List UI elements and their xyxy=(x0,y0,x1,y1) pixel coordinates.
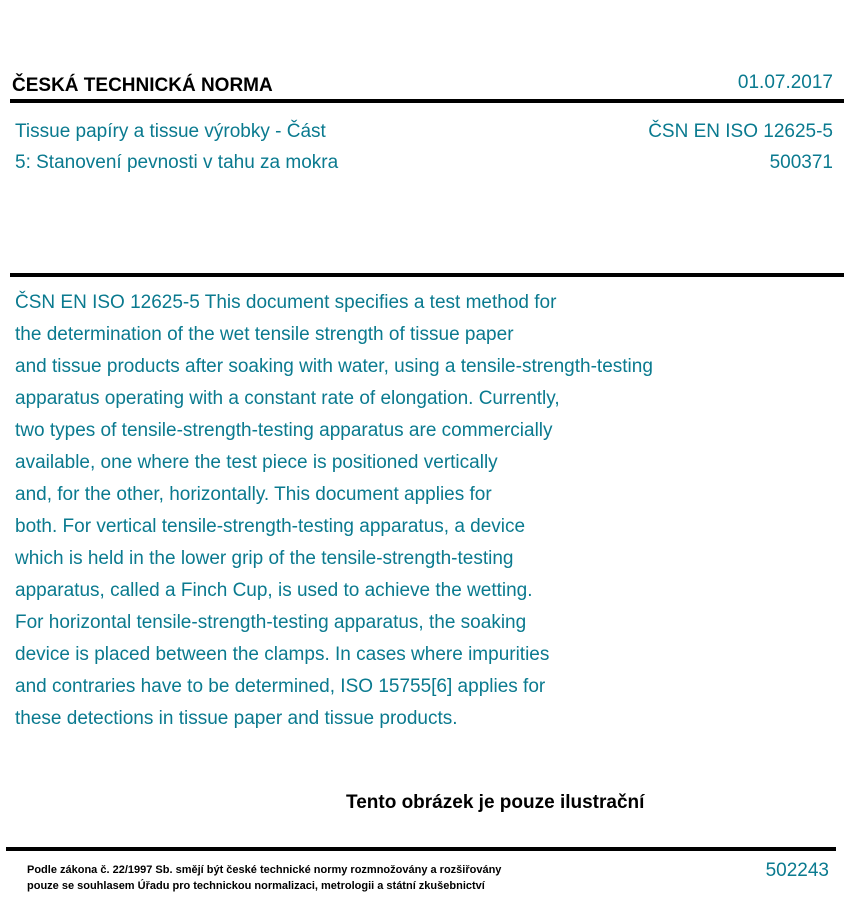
standard-title xyxy=(15,116,338,178)
standard-codes xyxy=(648,116,833,178)
abstract-line: which is held in the lower grip of the tensile-strength-testing xyxy=(15,548,514,569)
catalog-number: 502243 xyxy=(765,860,829,881)
legal-notice-line: pouze se souhlasem Úřadu pro technickou normalizaci, metrologii a státní zkušebnictví xyxy=(27,880,485,892)
standard-title-line: 5: Stanovení pevnosti v tahu za mokra xyxy=(15,152,339,173)
abstract-line: available, one where the test piece is positioned vertically xyxy=(15,452,498,473)
abstract-line: and contraries have to be determined, ISO 15755[6] applies for xyxy=(15,676,546,697)
bottom-divider xyxy=(6,847,836,851)
top-divider xyxy=(10,99,844,103)
abstract-line: the determination of the wet tensile strength of tissue paper xyxy=(15,324,514,345)
illustration-note: Tento obrázek je pouze ilustrační xyxy=(346,792,645,813)
abstract-line: device is placed between the clamps. In cases where impurities xyxy=(15,644,550,665)
standard-title-line: Tissue papíry a tissue výrobky - Část xyxy=(15,121,326,142)
document-type-title: ČESKÁ TECHNICKÁ NORMA xyxy=(12,75,273,96)
middle-divider xyxy=(10,273,844,277)
abstract-line: apparatus, called a Finch Cup, is used to achieve the wetting. xyxy=(15,580,533,601)
abstract-line: ČSN EN ISO 12625-5 This document specifies a test method for xyxy=(15,292,557,313)
abstract-line: For horizontal tensile-strength-testing apparatus, the soaking xyxy=(15,612,527,633)
legal-notice xyxy=(27,862,501,894)
abstract-line: these detections in tissue paper and tissue products. xyxy=(15,708,458,729)
abstract-line: two types of tensile-strength-testing apparatus are commercially xyxy=(15,420,553,441)
abstract-line: apparatus operating with a constant rate of elongation. Currently, xyxy=(15,388,560,409)
publication-date: 01.07.2017 xyxy=(737,72,833,93)
abstract-line: both. For vertical tensile-strength-testing apparatus, a device xyxy=(15,516,526,537)
legal-notice-line: Podle zákona č. 22/1997 Sb. smějí být české technické normy rozmnožovány a rozšiřovány xyxy=(27,864,502,876)
class-number: 500371 xyxy=(769,152,833,173)
abstract-line: and, for the other, horizontally. This document applies for xyxy=(15,484,492,505)
abstract-line: and tissue products after soaking with water, using a tensile-strength-testing xyxy=(15,356,653,377)
abstract-text xyxy=(15,287,653,735)
standard-code: ČSN EN ISO 12625-5 xyxy=(648,121,833,142)
